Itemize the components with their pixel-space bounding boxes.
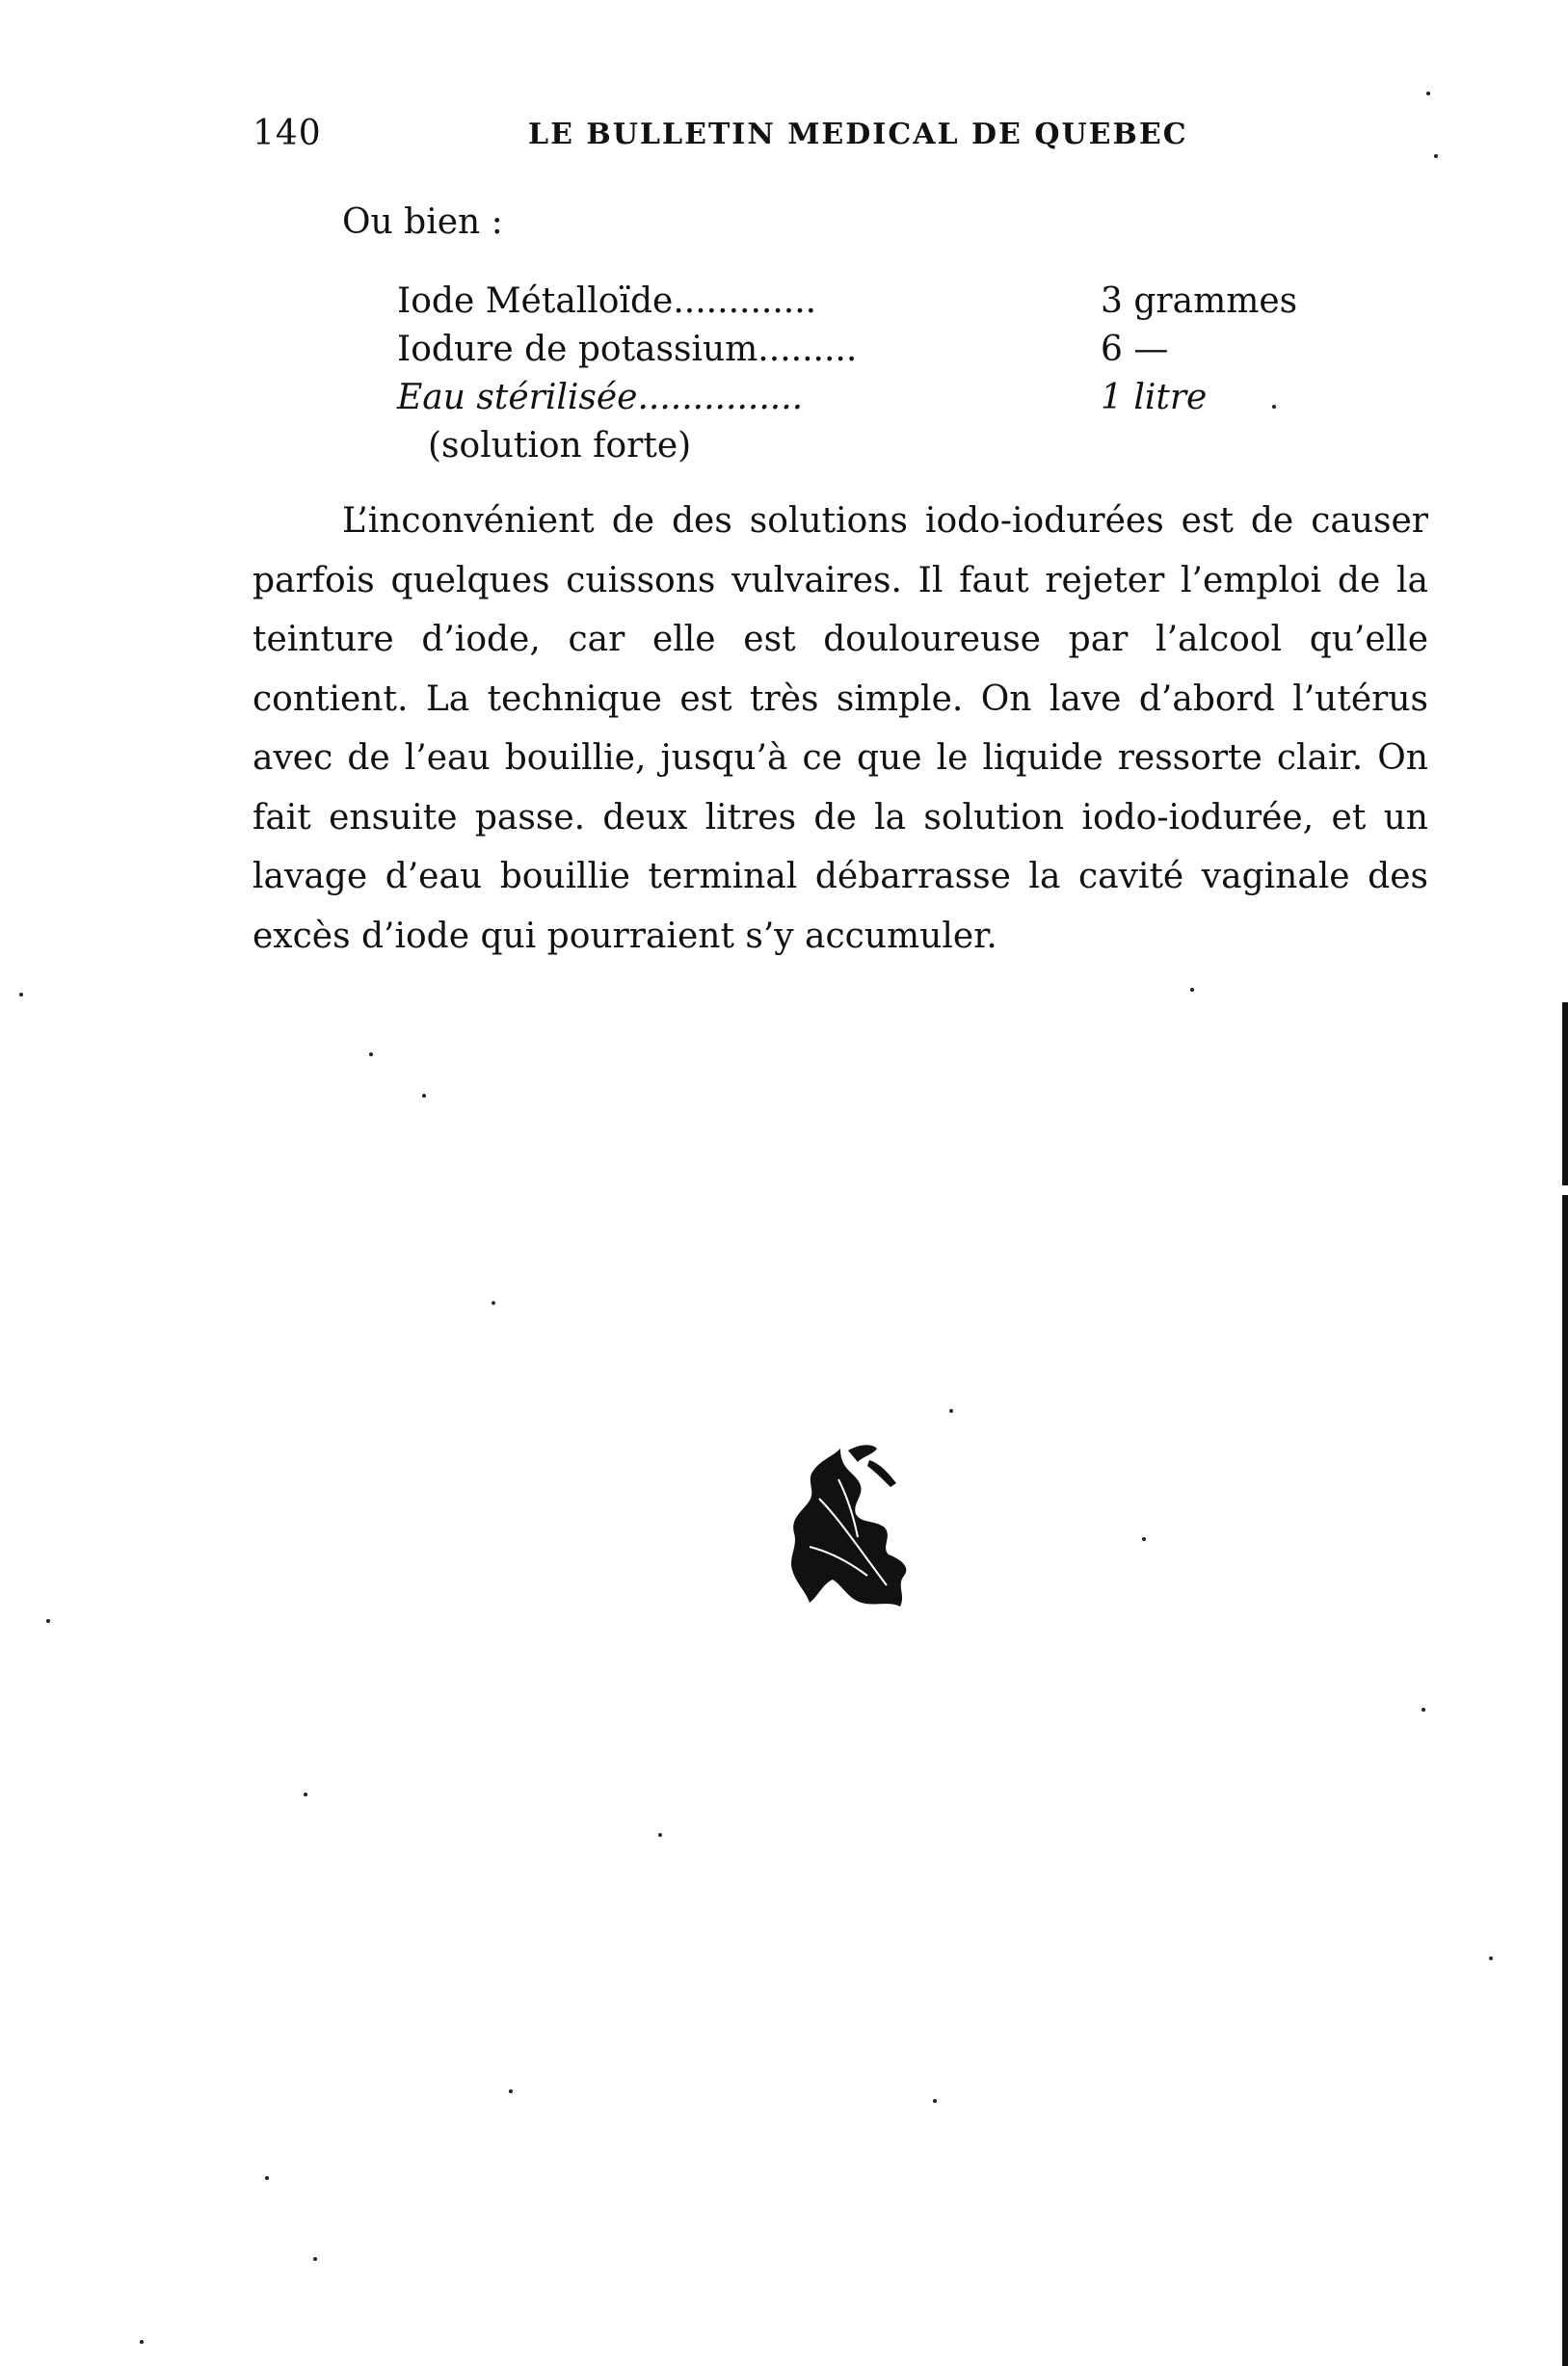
recipe-note: (solution forte) xyxy=(428,426,692,465)
print-speck xyxy=(1426,92,1430,95)
recipe-row xyxy=(397,281,1322,330)
print-speck xyxy=(1434,154,1438,158)
leaf-ornament-icon xyxy=(781,1441,916,1614)
intro-line: Ou bien : xyxy=(342,202,503,242)
print-speck xyxy=(1272,405,1276,409)
print-speck xyxy=(1190,988,1194,992)
print-speck xyxy=(304,1793,307,1796)
page-edge-shadow xyxy=(1562,1195,1568,2366)
recipe-quantity: 1 litre xyxy=(1101,378,1208,417)
running-title: LE BULLETIN MEDICAL DE QUEBEC xyxy=(528,118,1188,151)
print-speck xyxy=(265,2176,269,2180)
page-edge-shadow xyxy=(1562,1002,1568,1185)
body-paragraph: L’inconvénient de des solutions iodo-iodurées est de causer parfois quelques cuissons vulvaires. Il faut rejeter l’emploi de la teinture d’iode, car elle est douloureuse par l’alcool qu’elle contient. La technique est très simple. On lave d’abord l’utérus avec de l’eau bouillie, jusqu’à ce que le liquide ressorte clair. On fait ensuite passe. deux litres de la solution iodo-iodurée, et un lavage d’eau bouillie terminal débarrasse la cavité vaginale des excès d’iode qui pourraient s’y accumuler. xyxy=(252,501,1428,956)
recipe-row xyxy=(397,378,1322,426)
page-number: 140 xyxy=(252,114,322,153)
print-speck xyxy=(509,2089,513,2093)
recipe-quantity: 6 — xyxy=(1101,330,1169,369)
print-speck xyxy=(140,2340,144,2344)
print-speck xyxy=(492,1301,495,1305)
recipe-quantity: 3 grammes xyxy=(1101,281,1298,321)
print-speck xyxy=(933,2099,937,2103)
print-speck xyxy=(46,1619,50,1623)
print-speck xyxy=(658,1833,662,1837)
recipe-ingredient: Eau stérilisée............... xyxy=(397,378,804,417)
print-speck xyxy=(949,1409,953,1413)
print-speck xyxy=(422,1094,426,1098)
print-speck xyxy=(1489,1956,1493,1960)
recipe-table xyxy=(397,281,1322,474)
recipe-ingredient: Iode Métalloïde............. xyxy=(397,281,817,321)
print-speck xyxy=(19,993,23,997)
print-speck xyxy=(313,2257,317,2261)
print-speck xyxy=(1142,1537,1146,1541)
recipe-ingredient: Iodure de potassium......... xyxy=(397,330,858,369)
print-speck xyxy=(369,1052,373,1056)
recipe-row xyxy=(397,330,1322,378)
print-speck xyxy=(1422,1708,1425,1712)
